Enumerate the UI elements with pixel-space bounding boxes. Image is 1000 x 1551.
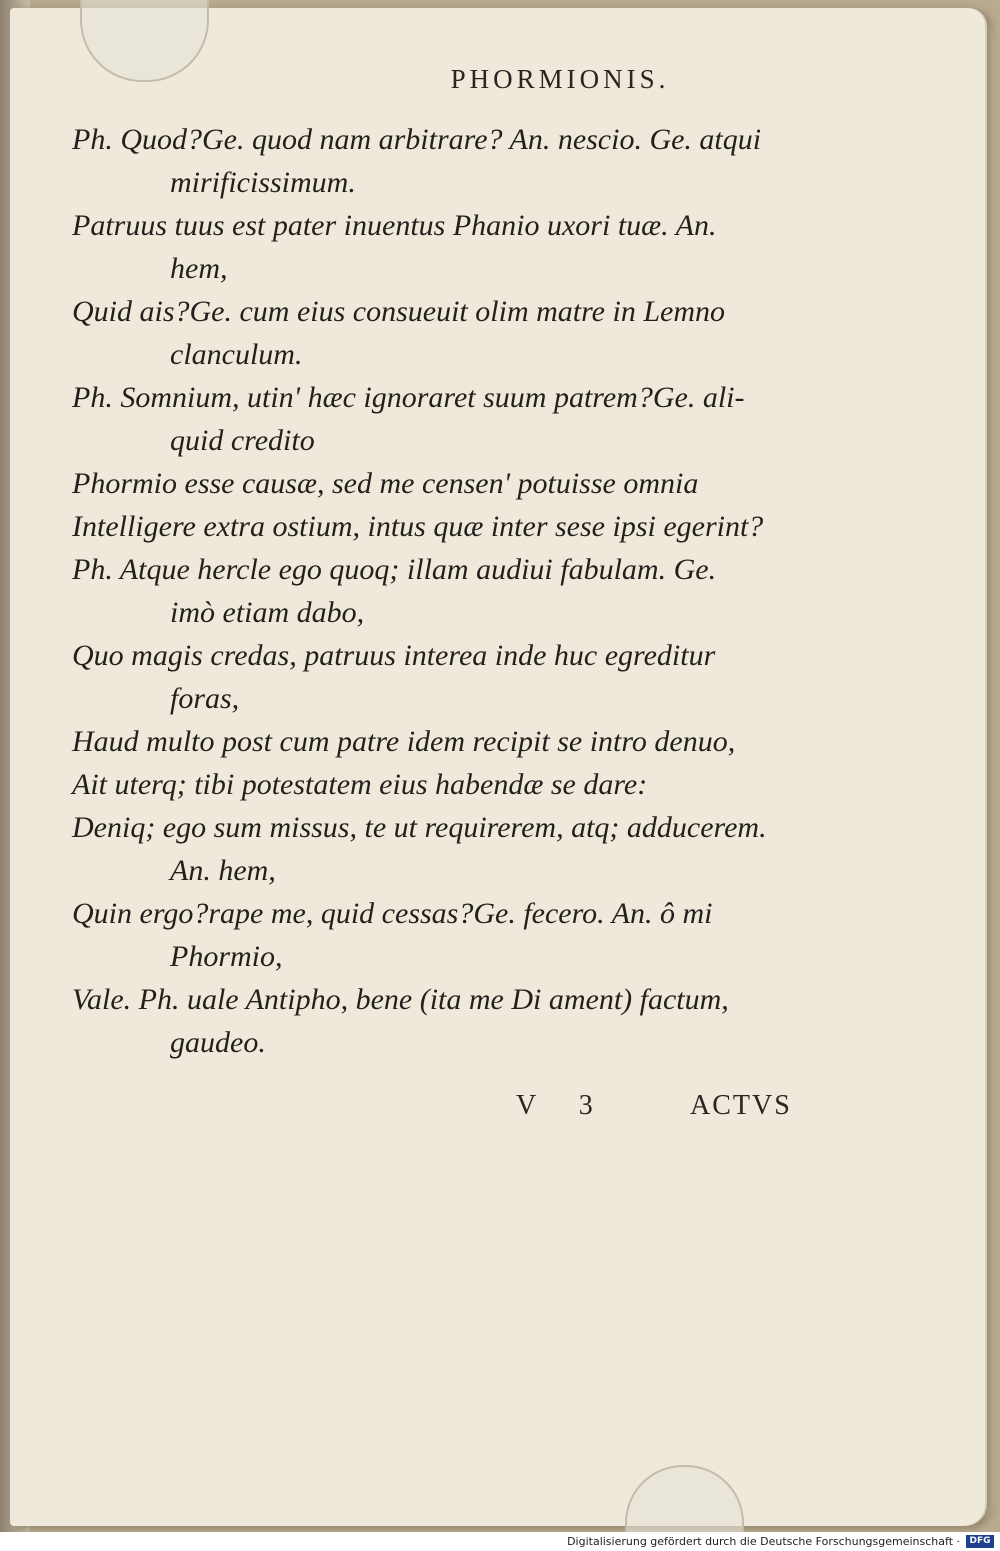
text-line: Intelligere extra ostium, intus quæ inter sese ipsi egerint? [72, 510, 764, 543]
catchword: ACTVS [690, 1090, 792, 1121]
digitization-credit-text: Digitalisierung gefördert durch die Deutsche Forschungsgemeinschaft · [567, 1535, 960, 1548]
dfg-logo-icon: DFG [966, 1535, 994, 1548]
digitization-credit-bar [0, 1532, 1000, 1551]
text-line: Quid ais?Ge. cum eius consueuit olim matre in Lemno [72, 295, 725, 328]
text-line: mirificissimum. [170, 166, 356, 199]
text-line: Ph. Quod?Ge. quod nam arbitrare? An. nescio. Ge. atqui [72, 123, 762, 156]
text-line: Haud multo post cum patre idem recipit se intro denuo, [72, 725, 736, 758]
verse-text-block [72, 118, 832, 1064]
running-head: PHORMIONIS. [450, 64, 670, 94]
text-line: clanculum. [170, 338, 303, 371]
text-line: foras, [170, 682, 240, 715]
text-line: Phormio, [170, 940, 283, 973]
text-line: Ait uterq; tibi potestatem eius habendæ se dare: [72, 768, 648, 801]
signature-mark: V 3 [516, 1090, 611, 1121]
text-line: Ph. Somnium, utin' hæc ignoraret suum patrem?Ge. ali- [72, 381, 745, 414]
text-line: Quo magis credas, patruus interea inde huc egreditur [72, 639, 716, 672]
text-line: Quin ergo?rape me, quid cessas?Ge. fecero. An. ô mi [72, 897, 713, 930]
text-line: An. hem, [170, 854, 276, 887]
text-line: Vale. Ph. uale Antipho, bene (ita me Di ament) factum, [72, 983, 729, 1016]
text-line: quid credito [170, 424, 315, 457]
text-line: Deniq; ego sum missus, te ut requirerem, atq; adducerem. [72, 811, 767, 844]
text-line: Ph. Atque hercle ego quoq; illam audiui fabulam. Ge. [72, 553, 717, 586]
text-line: imò etiam dabo, [170, 596, 365, 629]
text-line: hem, [170, 252, 228, 285]
text-line: Patruus tuus est pater inuentus Phanio uxori tuæ. An. [72, 209, 717, 242]
text-line: gaudeo. [170, 1026, 266, 1059]
text-line: Phormio esse causæ, sed me censen' potuisse omnia [72, 467, 699, 500]
